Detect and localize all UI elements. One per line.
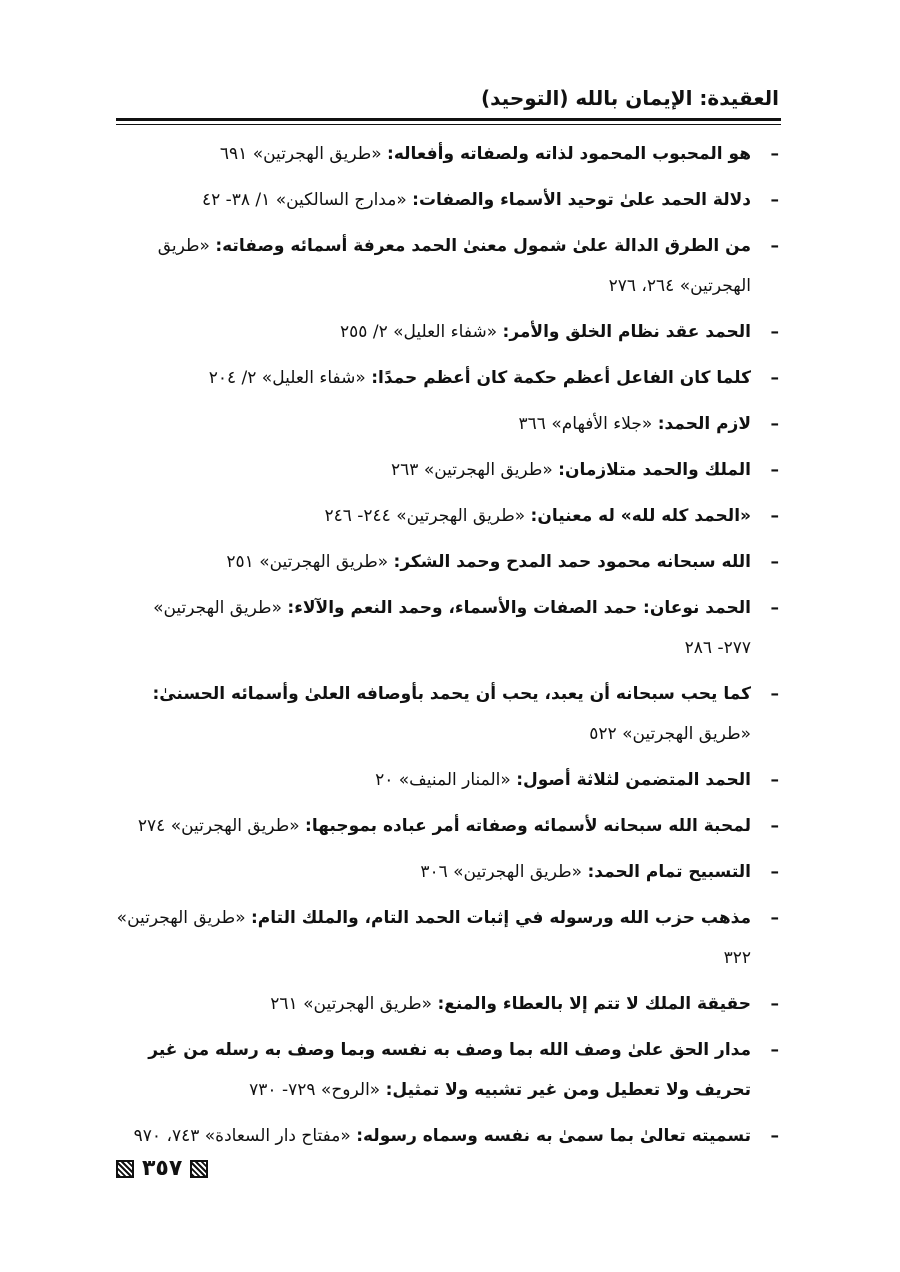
index-entry <box>116 898 781 978</box>
entry-dash: – <box>770 236 779 256</box>
entry-source: «طريق الهجرتين» ٥٢٢ <box>589 724 751 744</box>
entry-source: «مفتاح دار السعادة» ٧٤٣، ٩٧٠ <box>133 1126 351 1146</box>
entry-dash: – <box>770 1126 779 1146</box>
entry-text: الحمد عقد نظام الخلق والأمر: <box>502 322 751 342</box>
index-entry-list <box>116 134 781 1162</box>
entry-dash: – <box>770 552 779 572</box>
entry-source: «طريق الهجرتين» ٣٠٦ <box>420 862 583 882</box>
entry-text: الحمد نوعان: حمد الصفات والأسماء، وحمد النعم والآلاء: <box>287 598 751 618</box>
entry-dash: – <box>770 460 779 480</box>
running-header-title: العقيدة: الإيمان بالله (التوحيد) <box>480 86 779 110</box>
index-entry <box>116 404 781 444</box>
entry-dash: – <box>770 994 779 1014</box>
index-entry <box>116 1030 781 1110</box>
ornament-left-icon <box>116 1160 134 1178</box>
page-number: ٣٥٧ <box>142 1156 183 1181</box>
index-entry <box>116 226 781 306</box>
entry-dash: – <box>770 684 779 704</box>
entry-source: «طريق الهجرتين» ٣٢٢ <box>116 908 751 968</box>
entry-source: «طريق الهجرتين» ٦٩١ <box>219 144 382 164</box>
entry-text: هو المحبوب المحمود لذاته ولصفاته وأفعاله: <box>387 144 751 164</box>
entry-source: «طريق الهجرتين» ٢٧٤ <box>137 816 300 836</box>
entry-text: لمحبة الله سبحانه لأسمائه وصفاته أمر عباده بموجبها: <box>305 816 751 836</box>
index-entry <box>116 852 781 892</box>
entry-dash: – <box>770 1040 779 1060</box>
index-entry <box>116 496 781 536</box>
entry-text: من الطرق الدالة علىٰ شمول معنىٰ الحمد معرفة أسمائه وصفاته: <box>215 236 751 256</box>
index-entry <box>116 180 781 220</box>
entry-dash: – <box>770 816 779 836</box>
entry-dash: – <box>770 770 779 790</box>
index-entry <box>116 312 781 352</box>
entry-text: حقيقة الملك لا تتم إلا بالعطاء والمنع: <box>437 994 751 1014</box>
entry-source: «جلاء الأفهام» ٣٦٦ <box>518 414 653 434</box>
entry-dash: – <box>770 908 779 928</box>
entry-text: الحمد المتضمن لثلاثة أصول: <box>516 770 751 790</box>
entry-dash: – <box>770 598 779 618</box>
index-entry <box>116 674 781 754</box>
entry-text: الله سبحانه محمود حمد المدح وحمد الشكر: <box>393 552 751 572</box>
entry-dash: – <box>770 322 779 342</box>
entry-source: «طريق الهجرتين» ٢٦٣ <box>391 460 553 480</box>
entry-source: «طريق الهجرتين» ٢٥١ <box>226 552 389 572</box>
index-entry <box>116 542 781 582</box>
entry-source: «طريق الهجرتين» ٢٧٧- ٢٨٦ <box>153 598 751 658</box>
entry-source: «شفاء العليل» ٢/ ٢٥٥ <box>340 322 498 342</box>
entry-source: «طريق الهجرتين» ٢٦١ <box>270 994 433 1014</box>
page-header <box>116 84 781 126</box>
index-entry <box>116 984 781 1024</box>
index-entry <box>116 760 781 800</box>
header-rule-thin <box>116 124 781 125</box>
ornament-right-icon <box>190 1160 208 1178</box>
entry-text: مذهب حزب الله ورسوله في إثبات الحمد التام، والملك التام: <box>251 908 751 928</box>
entry-source: «مدارج السالكين» ١/ ٣٨- ٤٢ <box>201 190 407 210</box>
entry-dash: – <box>770 506 779 526</box>
entry-text: لازم الحمد: <box>657 414 751 434</box>
entry-source: «طريق الهجرتين» ٢٦٤، ٢٧٦ <box>157 236 751 296</box>
page-footer <box>116 1152 208 1186</box>
entry-dash: – <box>770 144 779 164</box>
entry-dash: – <box>770 190 779 210</box>
index-entry <box>116 1116 781 1156</box>
entry-source: «الروح» ٧٢٩- ٧٣٠ <box>249 1080 381 1100</box>
entry-source: «المنار المنيف» ٢٠ <box>375 770 511 790</box>
entry-text: كلما كان الفاعل أعظم حكمة كان أعظم حمدًا: <box>371 368 751 388</box>
index-entry <box>116 358 781 398</box>
entry-text: دلالة الحمد علىٰ توحيد الأسماء والصفات: <box>412 190 751 210</box>
entry-dash: – <box>770 414 779 434</box>
entry-dash: – <box>770 368 779 388</box>
entry-text: تسميته تعالىٰ بما سمىٰ به نفسه وسماه رسوله: <box>356 1126 751 1146</box>
index-entry <box>116 134 781 174</box>
entry-text: الملك والحمد متلازمان: <box>558 460 751 480</box>
index-entry <box>116 450 781 490</box>
entry-text: مدار الحق علىٰ وصف الله بما وصف به نفسه وبما وصف به رسله من غير تحريف ولا تعطيل ومن غير تشبيه ولا تمثيل: <box>148 1040 751 1100</box>
index-entry <box>116 588 781 668</box>
entry-dash: – <box>770 862 779 882</box>
entry-text: «الحمد كله لله» له معنيان: <box>530 506 751 526</box>
header-rule-thick <box>116 118 781 121</box>
entry-source: «شفاء العليل» ٢/ ٢٠٤ <box>208 368 366 388</box>
entry-source: «طريق الهجرتين» ٢٤٤- ٢٤٦ <box>324 506 526 526</box>
entry-text: التسبيح تمام الحمد: <box>587 862 751 882</box>
entry-text: كما يحب سبحانه أن يعبد، يحب أن يحمد بأوصافه العلىٰ وأسمائه الحسنىٰ: <box>152 684 751 704</box>
index-entry <box>116 806 781 846</box>
